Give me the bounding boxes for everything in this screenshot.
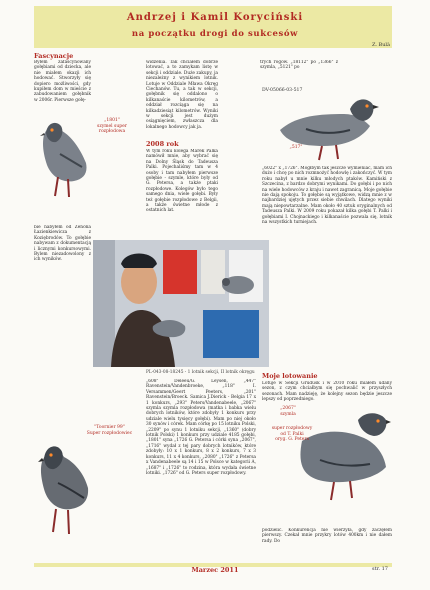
bird-desc-1801: szymel super rozpłodowa bbox=[97, 123, 127, 134]
body-text-mid-top: widzenia. Tak chciałem dobrze lotować, a to zamykam listę w sekcji i oddziale. Duże zakupy, ja niezależny z wynikiem lotnik. Lotuje w Oddziale Mława Okręg Ciechanów. Tu, a tak w sekcji, gołębnik się oddalono o kilkanaście kilometrów, a oddział rozciąga się na kilkadziesiąt kilometrów. Wyniki w sekcji jest dużym osiągnięciem, zwłaszcza dla lokalnego hodowcy jak ja. bbox=[146, 60, 218, 130]
section-heading-fascynacje: Fascynacje bbox=[34, 52, 74, 60]
article-subtitle: na początku drogi do sukcesów bbox=[131, 29, 299, 39]
photo-breeder-with-pigeon bbox=[93, 240, 269, 367]
bird-ring-toornier-99: "Toornier 99" bbox=[94, 425, 125, 430]
bird-caption-toornier-99 bbox=[82, 425, 137, 436]
body-text-left-top: Byłem zafascynowany gołębiami od dziecka, ale nie miałem okazji ich hodować. Stworzyły się dopiero możliwości, gdy kupiłem dom w mieście z zabudowaniem gołębnik w 2006r. Pierwsze gołę- bbox=[34, 60, 91, 103]
bird-caption-super-rozplodowy: super rozpłodowy od T. Palki oryg. G. Peters bbox=[271, 426, 313, 442]
section-heading-lotowanie: Moje lotowanie bbox=[262, 372, 318, 380]
bird-photo-517 bbox=[262, 80, 382, 166]
bird-caption-1801 bbox=[86, 118, 138, 135]
body-text-right-top: trych rogów. „18112" po „1366" z szymla, „5121" po bbox=[260, 60, 338, 71]
footer-month: Marzec 2011 bbox=[191, 566, 239, 574]
photo-caption: PL-043-08-18245 - 1 lotnik sekcji, II lotnik okręgu bbox=[146, 370, 255, 375]
body-text-right-mid: „6022" x „1726". Mógłbym tak jeszcze wymieniać, mam ich dużo i chcę po nich rozmnożyć hodowlę i zakończyć. W tym roku nabył u mnie kilku młodych ptaków. Kamiński z Szczecina, z bardzo dobrymi wynikami. Do gołębi i po nich na wiele hodowców z kraju i nawet zagranicą. Moje gołębie nie dają spokoju. To gołębie są wyjątkowe, widzą mnie z w najbardziej ujętych przez siebie chwilach. Dlatego wyniki mają niepowtarzalne. Mam około 40 sztuk oryginalnych od Tadeusza Palki. W 2009 roku pokazał kilka gołębi T. Palki i gołębiami I. Chojnackiego i kilkanaście pozwala się, lotnik na wszystkich turniejach. bbox=[262, 166, 392, 226]
bird-desc-2067: szymla bbox=[280, 411, 296, 417]
article-title: Andrzej i Kamil Koryciński bbox=[126, 12, 304, 23]
body-text-mid-2008: W tym roku kolega Marek Palka namówił mnie, aby wybrać się na Dolny Śląsk do Tadeusza Palki. Pojechaliśmy tam w 4 osoby i tam nabyłem pierwsze gołębie - szymle, które były od G. Petersa, a także ptaki rozpłodowe. Kolegów było tego samego dnia, wiele gołębi. Były też gołębie rozpłodowe z Belgii, a także świetne młode z ostatnich lat. bbox=[146, 149, 218, 214]
page-number: str. 17 bbox=[372, 566, 388, 572]
bird-ring-code: DV-05066-03-517 bbox=[262, 88, 303, 93]
body-text-mid-bottom: „608" Deleeu/G. Leysen, „447" Ravenstein/Vandenbroeke, „118" I. Versammen/Geert Peeters, „201" Ravenstein/Broeck. Samica J.Dierick - Belgia 17 x 1 konkurs, „293" Peters/Vandenabeele, „2067" szymla szymla rozpłodowa (matka i babka wielu dobrych lotników, które zdobyły 1 konkurs przy udziale wielu tysięcy gołębi). Mam po niej około 30 synów i córek. Mam córkę po 15 lotniku Polski, „2209" po synu 1 lotniku sekcji, „1360" (dobry lotnik Polski) 1 konkurs przy udziale 4185 gołębi, „1801" syna „1726 G. Petersa i córki syna „2067", „1716" wydał z tej pary dobrych lotników, które zdobyły: 10 x 1 konkurs, 8 x 2 konkurs, 7 x 3 konkurs, 11 x 4 konkurs, „2080" „1726" z Petersa x Vandenabeele są 14 i 15 w Polsce w kategorii A, „1687" i „1726" to rodzina, która wydała świetne lotniki. „1726" od G. Peters super rozpłodowy. bbox=[146, 379, 256, 476]
bird-photo-1801 bbox=[34, 103, 92, 218]
body-text-left-mid: bie nabyłem od Zenona Łazienkiewicza z Koziębrodów. To gołębie nabywam z dokumentacją i licznymi konkursowymi. Bylem niezadowolony z ich wyników. bbox=[34, 225, 91, 263]
body-text-right-bottom: Lotuje w Sekcji Grudusk i w 2010 roku miałem udany sezon, z czym chciałbym się pochwalić w przyszłych sezonach. Mam nadzieję, że kolejny sezon będzie jeszcze lepszy od poprzedniego. bbox=[262, 381, 392, 402]
bird-ring-2067: „2067" bbox=[280, 406, 296, 411]
bird-desc-toornier-99: Super rozpłodowiec bbox=[86, 430, 133, 436]
bird-ring-517: „517" bbox=[289, 145, 303, 150]
body-text-right-last: podzielić. Konkurencja nie wierzyła, gdy zaczęłem pierwszy. Czekał mnie przykry lotów 400km i nie dałem rady. Do bbox=[262, 528, 392, 544]
section-heading-2008: 2008 rok bbox=[146, 140, 179, 148]
bird-ring-1801: „1801" bbox=[104, 118, 120, 123]
bird-photo-toornier-99 bbox=[34, 420, 92, 550]
author-credit: Z. Bulà bbox=[371, 42, 390, 48]
bird-caption-2067 bbox=[266, 406, 310, 417]
